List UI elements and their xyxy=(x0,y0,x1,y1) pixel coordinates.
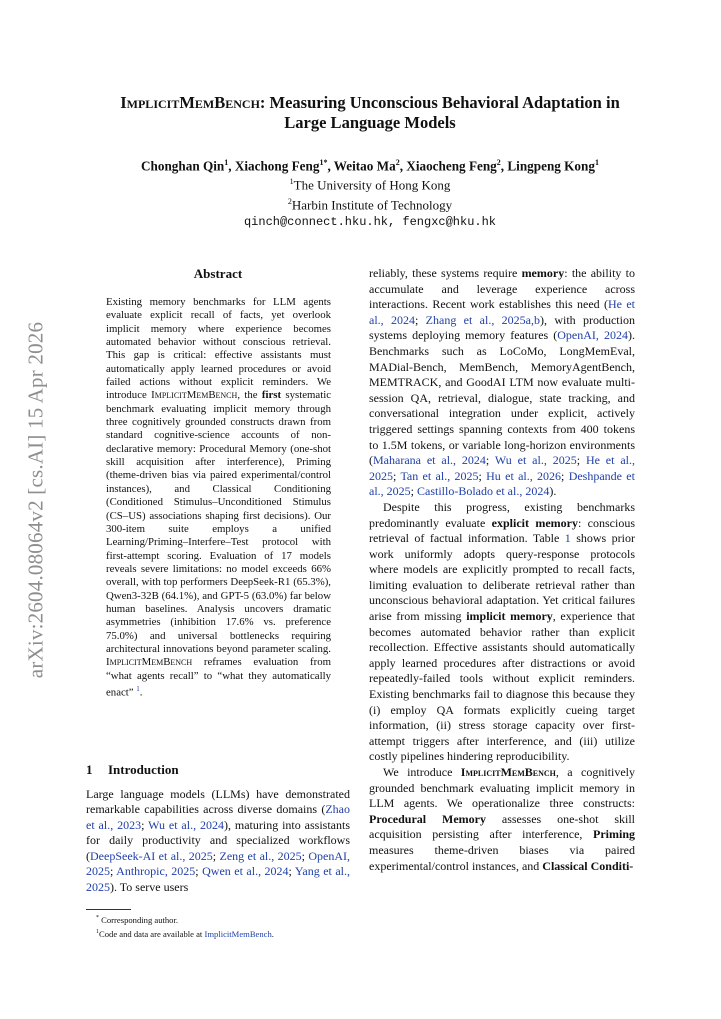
footnote-link[interactable]: 1 xyxy=(136,684,140,693)
citation-link[interactable]: Hu et al., 2026 xyxy=(486,468,562,483)
author-affil-mark: 1 xyxy=(594,158,599,167)
table-reference-link[interactable]: 1 xyxy=(564,531,571,546)
author-emails: qinch@connect.hku.hk, fengxc@hku.hk xyxy=(243,214,497,229)
footnote-code: $^1$Code and data are available at ImplicitMemBench. xyxy=(96,928,274,939)
section-heading-introduction: 1 Introduction xyxy=(86,762,179,777)
arxiv-identifier-stamp xyxy=(22,300,50,700)
citation-link[interactable]: Castillo-Bolado et al., 2024 xyxy=(417,484,550,499)
citation-link[interactable]: Wu et al., 2024 xyxy=(148,817,224,832)
benchmark-name: ImplicitMemBench xyxy=(106,656,193,669)
arxiv-stamp-text: arXiv:2604.08064v2 [cs.AI] 15 Apr 2026 xyxy=(23,321,48,679)
intro-paragraph-explicit-memory: Despite this progress, existing benchmarks predominantly evaluate explicit memory: conscious retrieval of factual information. Table 1 shows prior work uniformly adopts query-response protocols where models are explicitly prompted to recall facts, limiting evaluation to deliberate retrieval rather than unconscious behavioral adaptation. Yet critical failures arise from missing implicit memory, experience that becomes automated behavior rather than explicit recollection. Effective assistants should automatically apply learned procedures after distractions or avoid repeatedly-failed tools without explicit reminders. Existing benchmarks fail to diagnose this because they (i) employ QA formats explicitly cueing target information, (ii) stress storage capacity over first-attempt triggers after interference, and (iii) utilize costly pipelines hindering reproducibility. xyxy=(369,499,635,764)
citation-link[interactable]: Wu et al., 2025 xyxy=(494,453,577,468)
citation-link[interactable]: Zhao et al., 2023 xyxy=(86,802,350,832)
abstract-body: Existing memory benchmarks for LLM agents evaluate explicit recall of facts, yet overlook implicit memory where experience becomes automated behavior without conscious retrieval. This gap is critical: effective assistants must automatically apply learned procedures or avoid failed actions without explicit reminders. We introduce ImplicitMemBench, the first systematic benchmark evaluating implicit memory through three cognitively grounded constructs drawn from standard cognitive-science accounts of non-declarative memory: Procedural Memory (one-shot skill acquisition after interference), Priming (theme-driven bias via paired experimental/control instances), and Classical Conditioning (Conditioned Stimulus–Unconditioned Stimulus (CS–US) associations shaping first decisions). Our 300-item suite employs a unified Learning/Priming–Interfere–Test protocol with first-attempt scoring. Evaluation of 17 models reveals severe limitations: no model exceeds 66% overall, with top performers DeepSeek-R1 (65.3%), Qwen3-32B (64.1%), and GPT-5 (63.0%) far below human baselines. Analysis uncovers dramatic asymmetries (inhibition 17.6% vs. preference 75.0%) and universal bottlenecks requiring architectural innovations beyond parameter scaling. ImplicitMemBench reframes evaluation from “what agents recall” to “what they automatically enact” $^1$. xyxy=(106,296,331,699)
citation-link[interactable]: Maharana et al., 2024 xyxy=(373,453,486,468)
citation-link[interactable]: Anthropic, 2025 xyxy=(116,864,196,879)
author: Xiachong Feng xyxy=(234,158,320,174)
right-column xyxy=(369,266,635,874)
footnote-corresponding: * Corresponding author. xyxy=(96,914,179,925)
citation-link[interactable]: OpenAI, 2025 xyxy=(86,848,350,879)
author-affil-mark: 1 xyxy=(224,158,229,167)
title-line1: : Measuring Unconscious Behavioral Adaptation in xyxy=(259,93,620,112)
code-link[interactable]: ImplicitMemBench xyxy=(204,928,272,939)
author: Xiaocheng Feng xyxy=(406,158,497,174)
citation-link[interactable]: DeepSeek-AI et al., 2025 xyxy=(90,848,213,863)
affiliations xyxy=(60,174,680,230)
footnote-rule xyxy=(86,909,131,910)
affiliation: $^2$Harbin Institute of Technology xyxy=(287,196,453,213)
author: Lingpeng Kong xyxy=(507,158,595,174)
title-line2: Large Language Models xyxy=(284,113,456,132)
citation-link[interactable]: Yang et al., 2025 xyxy=(86,864,350,894)
citation-link[interactable]: Zhang et al., 2025a,b xyxy=(425,312,540,327)
intro-paragraph-memory: reliably, these systems require memory: the ability to accumulate and leverage experience across interactions. Recent work establishes this need (He et al., 2024; Zhang et al., 2025a,b), with production systems deploying memory features (OpenAI, 2024). Benchmarks such as LoCoMo, LongMemEval, MADial-Bench, MemBench, MemoryAgentBench, MEMTRACK, and GoodAI LTM now evaluate multi-session QA, retrieval, dialogue, state tracking, and conversational integration under explicit, actively triggered settings spanning contexts from 400 tokens to 1.5M tokens, or variable long-horizon environments (Maharana et al., 2024; Wu et al., 2025; He et al., 2025; Tan et al., 2025; Hu et al., 2026; Deshpande et al., 2025; Castillo-Bolado et al., 2024). xyxy=(369,266,635,499)
citation-link[interactable]: Deshpande et al., 2025 xyxy=(369,468,635,499)
citation-link[interactable]: Tan et al., 2025 xyxy=(400,468,479,483)
author-affil-mark: 2 xyxy=(395,158,400,167)
intro-paragraph: Large language models (LLMs) have demonstrated remarkable capabilities across diverse domains (Zhao et al., 2023; Wu et al., 2024), maturing into assistants for daily productivity and specialized workflows (DeepSeek-AI et al., 2025; Zeng et al., 2025; OpenAI, 2025; Anthropic, 2025; Qwen et al., 2024; Yang et al., 2025). To serve users xyxy=(86,787,350,894)
footnotes xyxy=(86,912,350,940)
citation-link[interactable]: Qwen et al., 2024 xyxy=(202,864,289,879)
citation-link[interactable]: He et al., 2025 xyxy=(369,453,635,483)
intro-paragraph-contribution: We introduce ImplicitMemBench, a cognitively grounded benchmark evaluating implicit memory in LLM agents. We operationalize three constructs: Procedural Memory assesses one-shot skill acquisition persisting after interference, Priming measures theme-driven biases via paired experimental/control instances, and Classical Conditi- xyxy=(369,765,636,873)
citation-link[interactable]: He et al., 2024 xyxy=(369,297,635,327)
title-benchmark-name: ImplicitMemBench xyxy=(120,93,260,112)
paper-title xyxy=(60,93,680,133)
citation-link[interactable]: Zeng et al., 2025 xyxy=(219,848,302,863)
author: Weitao Ma xyxy=(333,158,396,174)
author-affil-mark: 2 xyxy=(496,158,501,167)
author-affil-mark: 1* xyxy=(319,158,328,167)
affiliation: $^1$The University of Hong Kong xyxy=(289,177,451,193)
author: Chonghan Qin xyxy=(141,158,225,174)
abstract-heading: Abstract xyxy=(193,266,243,281)
author-list: Chonghan Qin$^1$, Xiachong Feng$^{1*}$, Weitao Ma$^2$, Xiaocheng Feng$^2$, Lingpeng Kong$^1$ xyxy=(141,158,599,174)
benchmark-name: ImplicitMemBench xyxy=(460,765,556,779)
benchmark-name: ImplicitMemBench xyxy=(151,389,238,402)
citation-link[interactable]: OpenAI, 2024 xyxy=(557,328,628,343)
